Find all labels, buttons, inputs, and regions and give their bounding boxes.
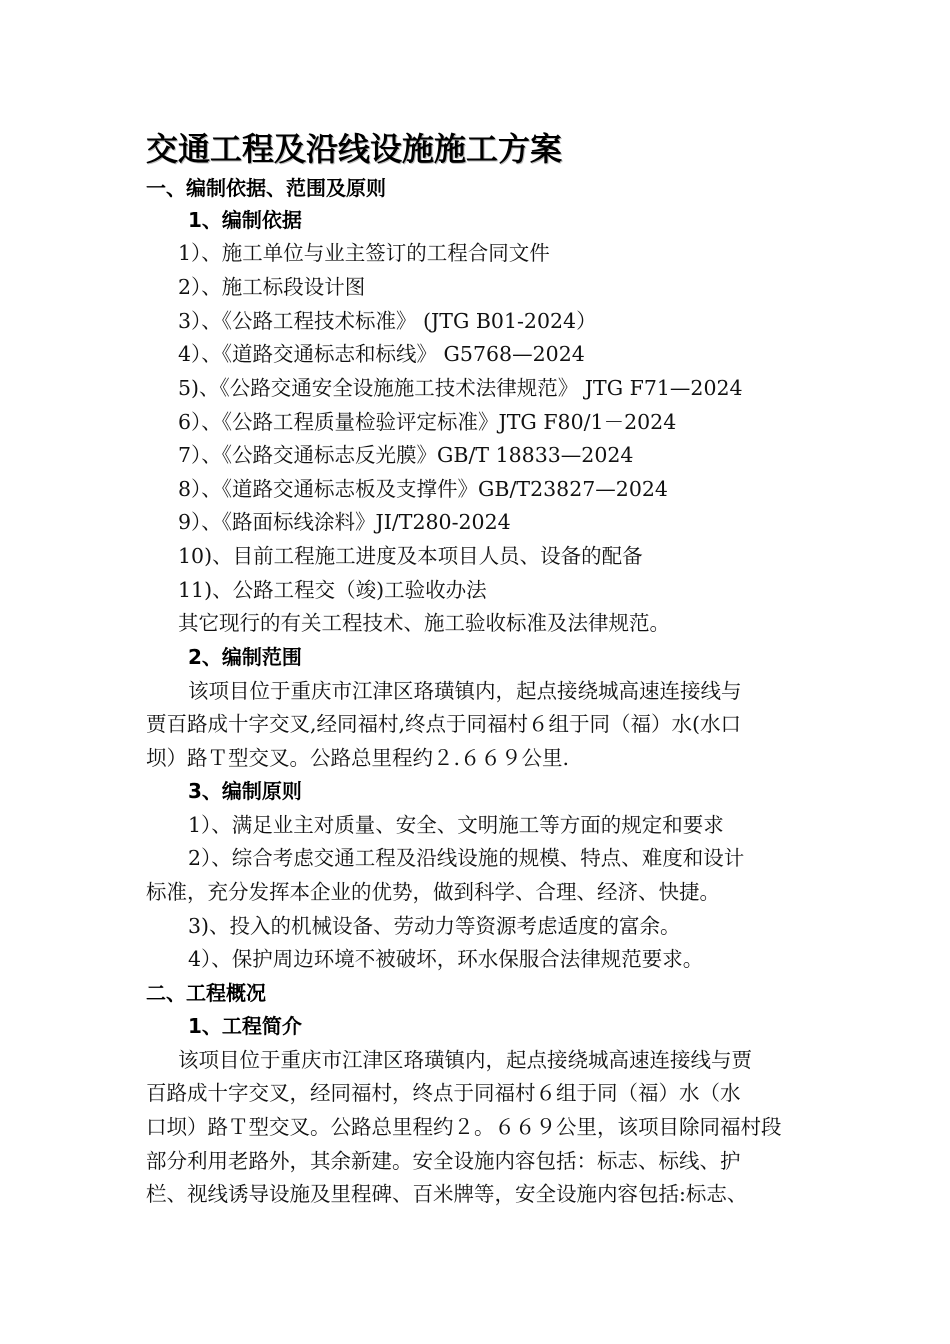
basis-item: 11)、公路工程交（竣)工验收办法 xyxy=(178,578,487,602)
paragraph-line: 坝）路Ｔ型交叉。公路总里程约２.６６９公里. xyxy=(146,746,570,770)
document-title: 交通工程及沿线设施施工方案 xyxy=(146,130,563,168)
paragraph-line: 标准，充分发挥本企业的优势，做到科学、合理、经济、快捷。 xyxy=(146,880,720,904)
paragraph-line: 口坝）路Ｔ型交叉。公路总里程约２。６６９公里，该项目除同福村段 xyxy=(146,1115,782,1139)
paragraph-line: 该项目位于重庆市江津区珞璜镇内，起点接绕城高速连接线与 xyxy=(188,679,742,703)
paragraph-line: 1）、满足业主对质量、安全、文明施工等方面的规定和要求 xyxy=(188,813,724,837)
paragraph-line: 2）、综合考虑交通工程及沿线设施的规模、特点、难度和设计 xyxy=(188,846,745,870)
paragraph-line: 3)、投入的机械设备、劳动力等资源考虑适度的富余。 xyxy=(188,914,681,938)
basis-item: 3）、《公路工程技术标准》 (JTG B01-2024） xyxy=(178,309,597,333)
basis-item: 7）、《公路交通标志反光膜》GB/T 18833—2024 xyxy=(178,443,634,467)
paragraph-line: 4）、保护周边环境不被破坏，环水保服合法律规范要求。 xyxy=(188,947,704,971)
section-2-heading: 二、工程概况 xyxy=(146,981,266,1005)
section-1-heading: 一、编制依据、范围及原则 xyxy=(146,176,386,200)
basis-item: 其它现行的有关工程技术、施工验收标准及法律规范。 xyxy=(178,611,670,635)
paragraph-line: 百路成十字交叉，经同福村，终点于同福村６组于同（福）水（水 xyxy=(146,1081,741,1105)
basis-item: 5)、《公路交通安全设施施工技术法律规范》 JTG F71—2024 xyxy=(178,376,743,400)
basis-item: 9）、《路面标线涂料》JI/T280-2024 xyxy=(178,510,511,534)
basis-item: 1）、施工单位与业主签订的工程合同文件 xyxy=(178,241,550,265)
basis-item: 4）、《道路交通标志和标线》 G5768—2024 xyxy=(178,342,585,366)
subsection-1-2-heading: 2、编制范围 xyxy=(188,645,302,669)
subsection-2-1-heading: 1、工程简介 xyxy=(188,1014,302,1038)
subsection-1-1-heading: 1、编制依据 xyxy=(188,208,302,232)
basis-item: 6）、《公路工程质量检验评定标准》JTG F80/1－2024 xyxy=(178,410,677,434)
basis-item: 10)、目前工程施工进度及本项目人员、设备的配备 xyxy=(178,544,643,568)
paragraph-line: 栏、视线诱导设施及里程碑、百米牌等，安全设施内容包括:标志、 xyxy=(146,1182,748,1206)
basis-item: 8）、《道路交通标志板及支撑件》GB/T23827—2024 xyxy=(178,477,668,501)
paragraph-line: 该项目位于重庆市江津区珞璜镇内，起点接绕城高速连接线与贾 xyxy=(178,1048,752,1072)
subsection-1-3-heading: 3、编制原则 xyxy=(188,779,302,803)
paragraph-line: 贾百路成十字交叉,经同福村,终点于同福村６组于同（福）水(水口 xyxy=(146,712,742,736)
basis-item: 2）、施工标段设计图 xyxy=(178,275,366,299)
paragraph-line: 部分利用老路外，其余新建。安全设施内容包括：标志、标线、护 xyxy=(146,1149,741,1173)
